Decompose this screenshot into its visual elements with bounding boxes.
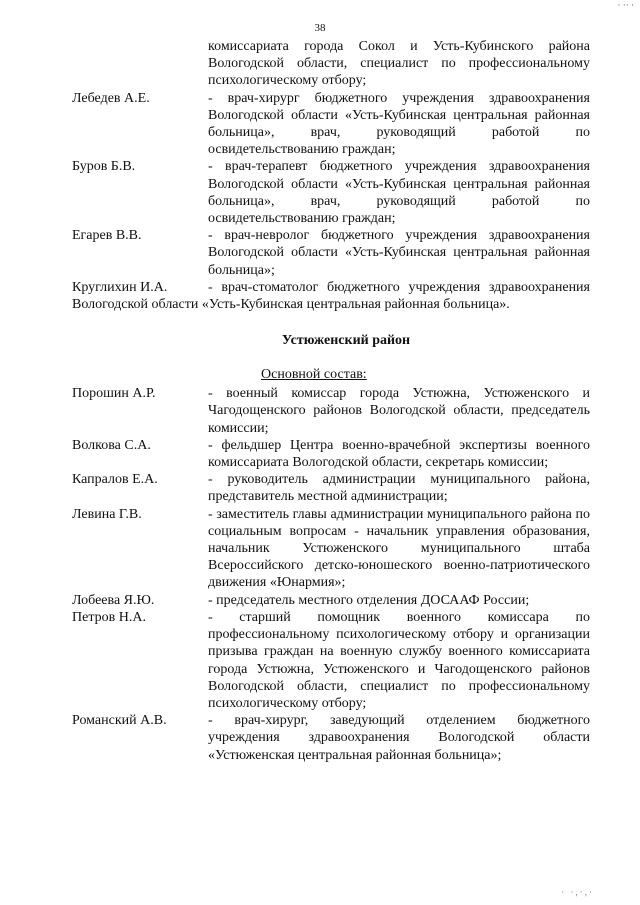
- entry-row: [72, 227, 590, 279]
- entry-row: [72, 158, 590, 227]
- entry-name: Капралов Е.А.: [72, 472, 158, 488]
- document-body: [72, 38, 590, 764]
- entry-name: Круглихин И.А.: [72, 279, 168, 295]
- entries-group-b: [72, 385, 590, 763]
- entry-row: [72, 712, 590, 764]
- section-title: Устюженский район: [281, 333, 411, 349]
- entry-name: Буров Б.В.: [72, 159, 136, 175]
- entry-description: - военный комиссар города Устюжна, Устюженского и Чагодощенского районов Вологодской области, председатель комиссии;: [208, 386, 590, 436]
- entry-description: - руководитель администрации муниципального района, представитель местной администрации;: [208, 472, 590, 505]
- entry-name: Лобеева Я.Ю.: [72, 592, 155, 608]
- entry-name: Волкова С.А.: [72, 437, 151, 453]
- entry-row: [72, 279, 590, 313]
- entry-name: Егарев В.В.: [72, 228, 142, 244]
- entry-name: Петров Н.А.: [72, 609, 146, 625]
- entry-name: Левина Г.В.: [72, 506, 142, 522]
- entry-description: - врач-хирург бюджетного учреждения здравоохранения Вологодской области «Усть-Кубинская центральная районная больница», врач, руководящий работой по освидетельствованию граждан;: [208, 90, 590, 158]
- entry-row: [72, 437, 590, 471]
- entry-description: - фельдшер Центра военно-врачебной экспертизы военного комиссариата Вологодской области, секретарь комиссии;: [208, 437, 590, 471]
- entry-description: - врач-невролог бюджетного учреждения здравоохранения Вологодской области «Усть-Кубинская центральная районная больница»;: [208, 228, 590, 278]
- continuation-text: комиссариата города Сокол и Усть-Кубинского района Вологодской области, специалист по профессиональному психологическому отбору;: [208, 39, 590, 89]
- subsection-title: Основной состав:: [261, 367, 367, 383]
- entry-description: - председатель местного отделения ДОСААФ России;: [208, 592, 530, 608]
- entry-row: [72, 385, 590, 437]
- entry-row: [72, 506, 590, 592]
- entry-name: Порошин А.Р.: [72, 386, 156, 402]
- entry-row: [72, 471, 590, 505]
- entry-row: [72, 592, 590, 609]
- entries-group-a: [72, 90, 590, 314]
- entry-name: Лебедев А.Е.: [72, 90, 150, 106]
- entry-description: - заместитель главы администрации муниципального района по социальным вопросам - начальник управления образования, начальник Устюженского муниципального штаба Всероссийского детско-юношеского военно-патриотического движения «Юнармия»;: [208, 506, 590, 591]
- entry-row: [72, 609, 590, 712]
- entry-name: Романский А.В.: [72, 713, 167, 729]
- entry-description: - врач-стоматолог бюджетного учреждения здравоохранения Вологодской области «Усть-Кубинская центральная районная больница».: [72, 279, 590, 313]
- entry-description: - старший помощник военного комиссара по профессиональному психологическому отбору и организации призыва граждан на военную службу военного комиссариата города Устюжна, Устюженского и Чагодощенского районов Вологодской области, специалист по профессиональному психологическому отбору;: [208, 609, 590, 711]
- entry-description: - врач-терапевт бюджетного учреждения здравоохранения Вологодской области «Усть-Кубинская центральная районная больница», врач, руководящий работой по освидетельствованию граждан;: [208, 159, 590, 227]
- corner-mark: · ·· ·: [617, 0, 634, 10]
- entry-name-empty: [72, 38, 208, 90]
- continuation-entry: [72, 38, 590, 90]
- bottom-mark: · ·,·,·: [561, 887, 594, 897]
- page-number: 38: [314, 22, 326, 34]
- entry-row: [72, 90, 590, 159]
- entry-description: - врач-хирург, заведующий отделением бюджетного учреждения здравоохранения Вологодской области «Устюженская центральная районная больница»;: [208, 713, 590, 763]
